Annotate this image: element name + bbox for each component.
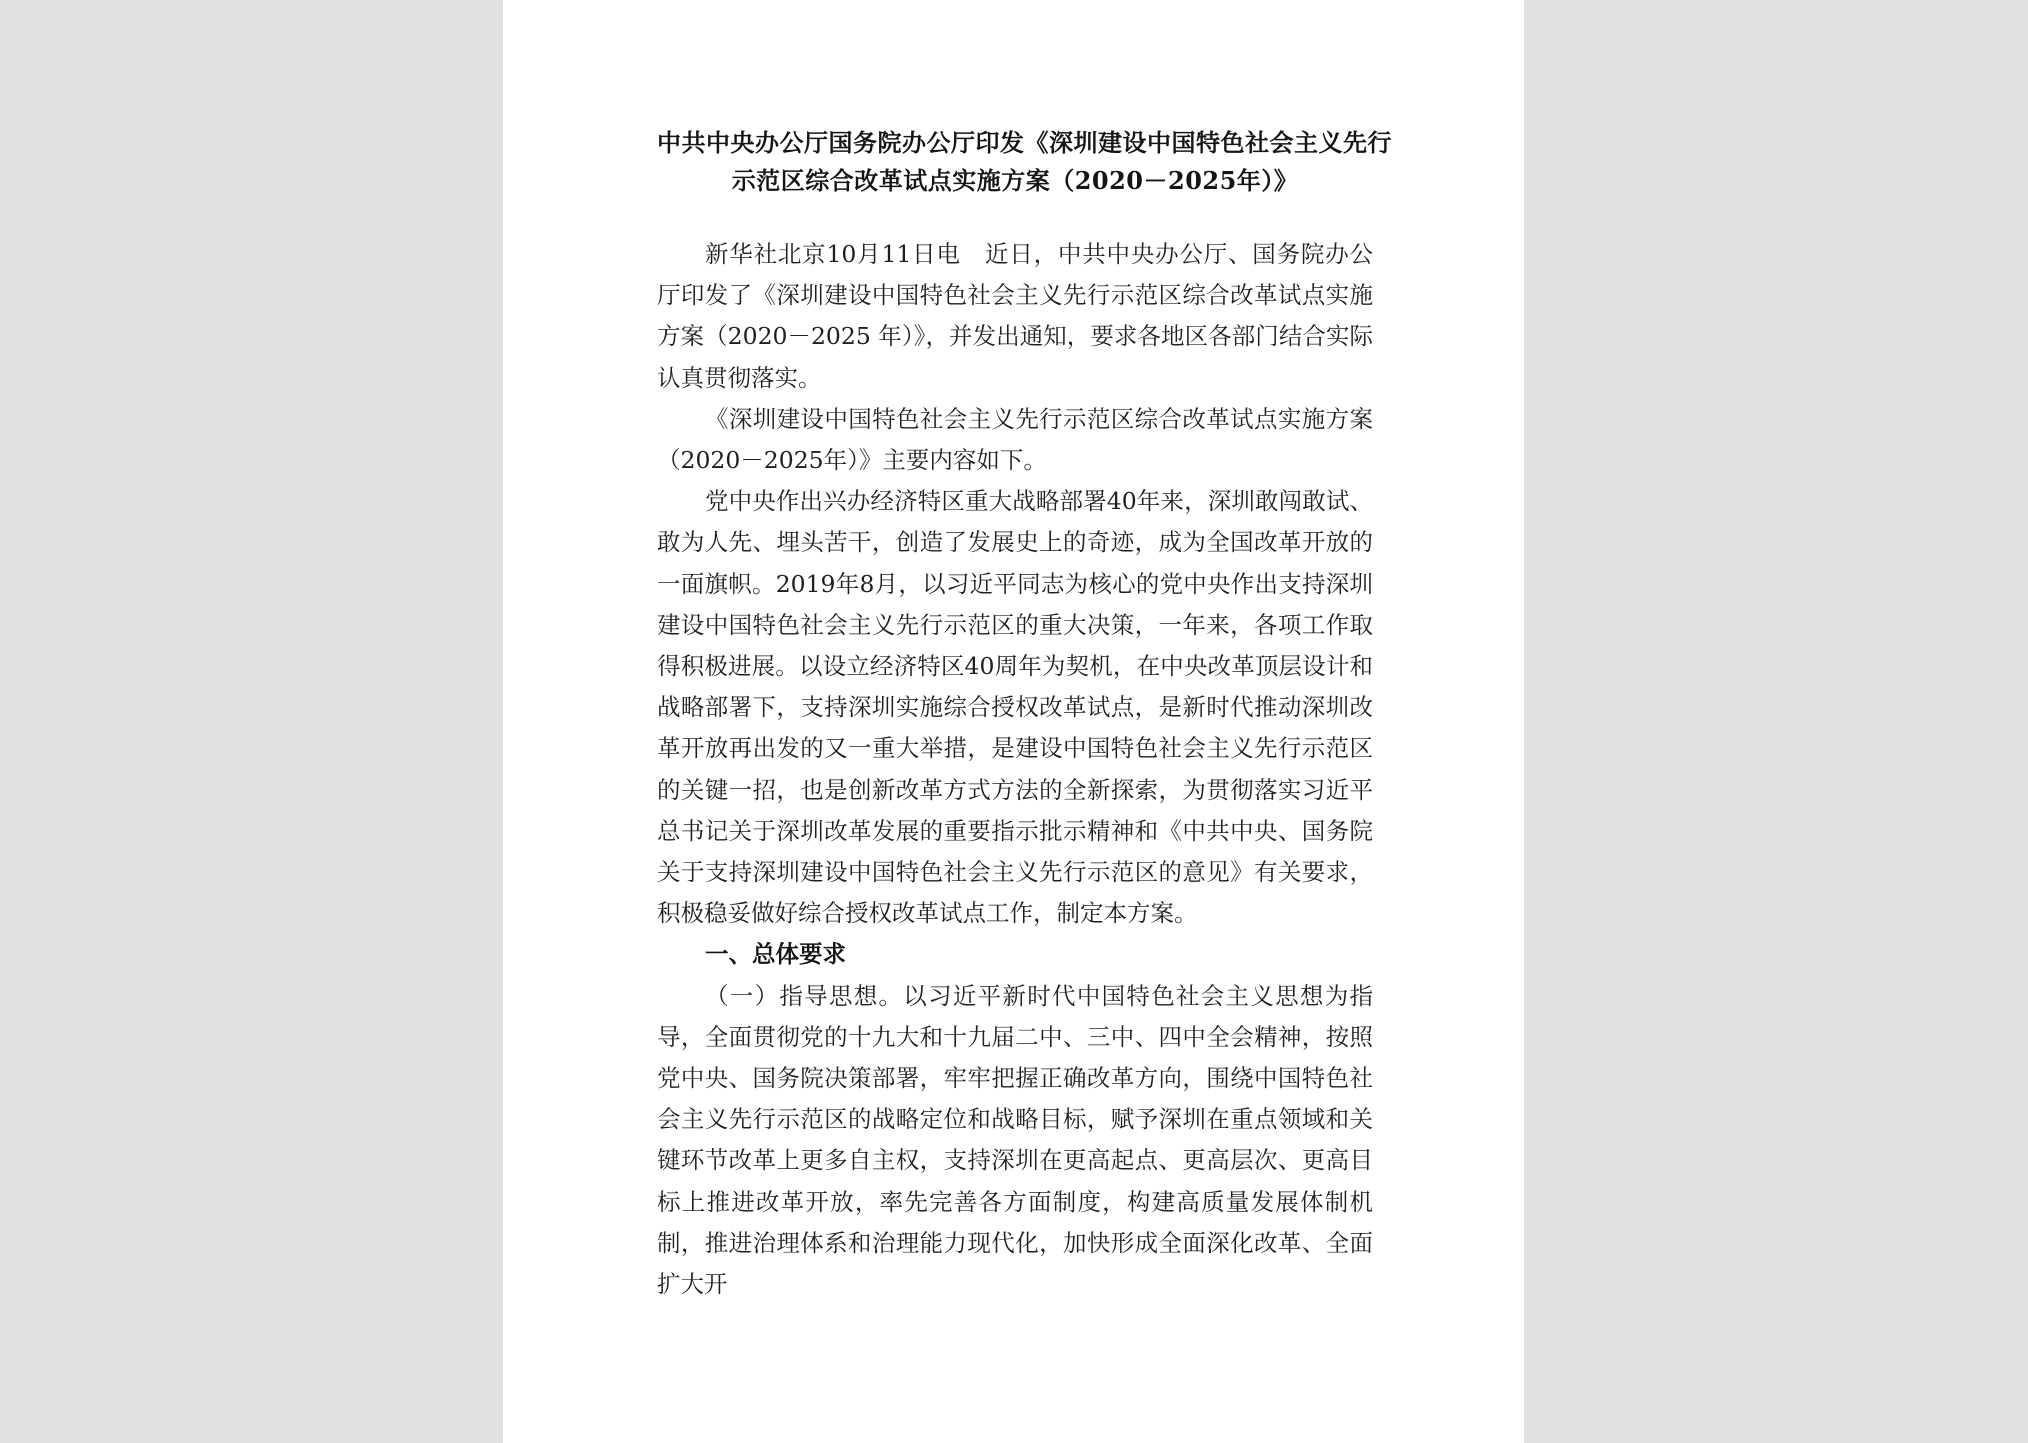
document-body bbox=[657, 234, 1373, 1305]
document-title bbox=[657, 124, 1392, 200]
section-heading: 一、总体要求 bbox=[705, 940, 846, 969]
document-title-line-1: 中共中央办公厅国务院办公厅印发《深圳建设中国特色社会主义先行 bbox=[657, 128, 1392, 157]
document-page bbox=[503, 0, 1524, 1443]
paragraph-background: 党中央作出兴办经济特区重大战略部署40年来，深圳敢闯敢试、敢为人先、埋头苦干，创造了发展史上的奇迹，成为全国改革开放的一面旗帜。2019年8月，以习近平同志为核心的党中央作出支持深圳建设中国特色社会主义先行示范区的重大决策，一年来，各项工作取得积极进展。以设立经济特区40周年为契机，在中央改革顶层设计和战略部署下，支持深圳实施综合授权改革试点，是新时代推动深圳改革开放再出发的又一重大举措，是建设中国特色社会主义先行示范区的关键一招，也是创新改革方式方法的全新探索，为贯彻落实习近平总书记关于深圳改革发展的重要指示批示精神和《中共中央、国务院关于支持深圳建设中国特色社会主义先行示范区的意见》有关要求，积极稳妥做好综合授权改革试点工作，制定本方案。 bbox=[657, 487, 1373, 928]
paragraph-news-lead: 新华社北京10月11日电 近日，中共中央办公厅、国务院办公厅印发了《深圳建设中国特色社会主义先行示范区综合改革试点实施方案（2020－2025 年）》，并发出通知，要求各地区各部门结合实际认真贯彻落实。 bbox=[657, 240, 1373, 392]
document-content bbox=[657, 124, 1392, 1305]
paragraph-intro: 《深圳建设中国特色社会主义先行示范区综合改革试点实施方案（2020－2025年）》主要内容如下。 bbox=[657, 404, 1373, 475]
document-title-line-2: 示范区综合改革试点实施方案（2020－2025年）》 bbox=[731, 166, 1299, 195]
paragraph-guiding-ideology: （一）指导思想。以习近平新时代中国特色社会主义思想为指导，全面贯彻党的十九大和十九届二中、三中、四中全会精神，按照党中央、国务院决策部署，牢牢把握正确改革方向，围绕中国特色社会主义先行示范区的战略定位和战略目标，赋予深圳在重点领域和关键环节改革上更多自主权，支持深圳在更高起点、更高层次、更高目标上推进改革开放，率先完善各方面制度，构建高质量发展体制机制，推进治理体系和治理能力现代化，加快形成全面深化改革、全面扩大开 bbox=[657, 981, 1373, 1299]
